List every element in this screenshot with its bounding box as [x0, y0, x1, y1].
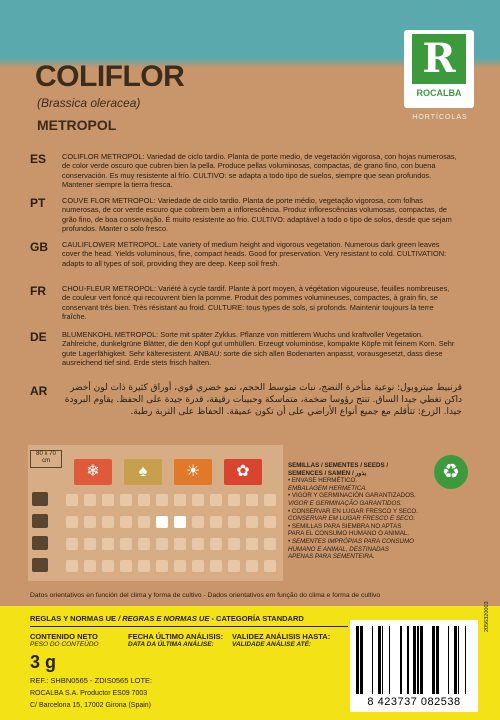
autumn-tile	[224, 459, 262, 485]
transplant-icon	[32, 514, 48, 528]
description-fr: CHOU-FLEUR METROPOL: Variété à cycle tardif. Plante à port moyen, à végétation vigoureuse, feuilles nombreuses, de couleur vert foncé qui recouvrent bien la pomme. Produit des pommes volumineuses, compactes, à grain fin, se conservant très bien. Très résistant au froid. CULTURE: tous types de sols, si profonds. Maintenir toujours la terre fraîche.	[62, 284, 450, 322]
month-cell	[228, 516, 240, 528]
month-cell	[138, 516, 150, 528]
latin-name: (Brassica oleracea)	[37, 96, 141, 110]
month-cell	[84, 494, 96, 506]
legend-line: SEMILLAS / SEMENTES / SEEDS /	[288, 462, 389, 469]
month-cell	[246, 494, 258, 506]
lang-code-pt: PT	[30, 196, 46, 210]
barcode-bar	[458, 626, 459, 694]
month-cell	[120, 538, 132, 550]
legend-line: • CONSERVAR EN LUGAR FRESCO Y SECO.	[288, 507, 418, 515]
month-cell	[84, 560, 96, 572]
legend-line: VIGOR E GERMINAÇÃO GARANTIDOS.	[288, 499, 403, 507]
lang-code-ar: AR	[30, 384, 48, 398]
sowing-icon	[32, 492, 48, 506]
legend-line: CONSERVAR EM LUGAR FRESCO E SECO.	[288, 515, 416, 523]
barcode-bar	[413, 626, 416, 694]
month-cell	[102, 538, 114, 550]
legend-line: HUMANO E ANIMAL, DESTINADAS	[288, 545, 389, 553]
producer: ROCALBA S.A. Productor ES09 7003	[30, 690, 148, 697]
month-cell	[228, 560, 240, 572]
month-cell	[174, 516, 186, 528]
month-cell	[156, 538, 168, 550]
barcode-bar	[400, 626, 402, 694]
barcode-bar	[417, 626, 419, 694]
barcode	[350, 620, 478, 712]
maple-leaf-icon: ✿	[236, 463, 250, 480]
product-title: COLIFLOR	[35, 60, 185, 93]
month-cell	[156, 560, 168, 572]
calendar-row-sowing	[66, 494, 282, 506]
lang-code-fr: FR	[30, 284, 46, 298]
rules: REGLAS Y NORMAS UE	[30, 614, 116, 623]
brand-name: ROCALBA	[416, 88, 462, 98]
lang-code-gb: GB	[30, 240, 48, 254]
brand-letter: R	[412, 34, 466, 84]
spacing-unit: cm	[42, 458, 50, 464]
month-cell	[84, 538, 96, 550]
spacing-value: 80 x 70	[36, 451, 56, 457]
description-ar: قرنبيط ميتروبول: نوعية متأخرة النضج، نبات متوسط الحجم، نمو خضري قوي، أوراق كثيرة ذات لون أخضر داكن تغطي جيدا الساق. تنتج رؤوسا ضخمة، متماسكة وحبيبات رقيقة، قدرة جيدة على الحفظ. يقاوم البرودة جيدا. الزرع: تتأقلم مع جميع أنواع الأراضي على أن تكون عميقة. الحفاظ على التربة رطبة.	[64, 383, 462, 417]
harvest-icon	[32, 558, 48, 572]
barcode-bar	[448, 626, 449, 694]
month-cell	[192, 560, 204, 572]
seed-legend	[288, 462, 418, 561]
calendar-row-watering	[66, 538, 282, 550]
barcode-bar	[432, 626, 435, 694]
month-cell	[138, 560, 150, 572]
month-cell	[66, 538, 78, 550]
month-cell	[228, 538, 240, 550]
legend-line: APENAS PARA SEMENTEIRA.	[288, 553, 375, 561]
month-cell	[174, 560, 186, 572]
month-cell	[66, 494, 78, 506]
analysis-label: FECHA ÚLTIMO ANÁLISIS:	[128, 632, 224, 641]
legend-line: PARA EL CONSUMO HUMANO O ANIMAL.	[288, 530, 410, 538]
legend-line: • SEMENTES IMPRÓPIAS PARA CONSUMO	[288, 537, 414, 545]
barcode-bar	[378, 626, 381, 694]
month-cell	[102, 560, 114, 572]
month-cell	[120, 516, 132, 528]
brand-sub: HORTÍCOLAS	[412, 114, 468, 121]
lang-code-de: DE	[30, 330, 47, 344]
month-cell	[228, 494, 240, 506]
barcode-bar	[382, 626, 383, 694]
barcode-bar	[436, 626, 439, 694]
month-cell	[192, 538, 204, 550]
leaf-icon: ♠	[138, 463, 148, 480]
month-cell	[264, 538, 276, 550]
winter-tile	[74, 459, 112, 485]
legend-line: SEMENCES / SAMEN / بذور	[288, 469, 367, 477]
month-cell	[210, 494, 222, 506]
legend-line: • VIGOR Y GERMINACIÓN GARANTIZADOS.	[288, 492, 416, 500]
barcode-bar	[420, 626, 423, 694]
variety-name: METROPOL	[37, 117, 117, 133]
month-cell	[102, 494, 114, 506]
snowflake-icon: ❄	[86, 463, 100, 480]
description-es: COLIFLOR METROPOL: Variedad de ciclo tardío. Planta de porte medio, de vegetación vigorosa, con hojas numerosas, de color verde oscuro que cubren bien la pella. Produce pellas voluminosas, compactas, de grano fino, con buena conservación. Es muy resistente al frío. CULTIVO: se adapta a todo tipo de suelos, siempre que sean profundos. Mantener siempre la tierra fresca.	[62, 152, 457, 190]
barcode-bar	[360, 626, 363, 694]
month-cell	[210, 516, 222, 528]
legend-line: • ENVASE HERMÉTICO.	[288, 477, 358, 485]
month-cell	[264, 494, 276, 506]
rules-pt: / REGRAS E NORMAS UE	[118, 614, 210, 623]
barcode-bar	[356, 626, 359, 694]
net-value: 3 g	[30, 652, 57, 672]
month-cell	[174, 538, 186, 550]
rules-line	[30, 614, 304, 623]
description-pt: COUVE FLOR METROPOL: Variedade de ciclo tardio. Planta de porte médio, vegetação vigorosa, com folhas numerosas, de cor verde escuro que cobrem bem a inflorescência. Produz inflorescências volumosas, compactas, de grão fino, de boa conservação. É muito resistente ao frio. CULTIVO: adaptável a todo o tipo de solos, desde que sejam profundos. Manter o solo fresco.	[62, 196, 452, 234]
net-label-pt: PESO DO CONTEÚDO	[30, 641, 99, 648]
address: C/ Barcelona 15, 17002 Girona (Spain)	[30, 702, 152, 709]
month-cell	[66, 560, 78, 572]
description-gb: CAULIFLOWER METROPOL: Late variety of medium height and vigorous vegetation. Numerous dark green leaves cover the head. Yields voluminous, fine, compact heads. Good for preservation. Very resistant to cold. CULTIVATION: adapts to all types of soil, providing they are deep. Keep soil fresh.	[62, 240, 447, 268]
calendar-row-transplant	[66, 516, 282, 528]
barcode-bar	[372, 626, 373, 694]
month-cell	[84, 516, 96, 528]
month-cell	[210, 538, 222, 550]
month-cell	[264, 516, 276, 528]
month-cell	[246, 538, 258, 550]
barcode-bar	[407, 626, 409, 694]
month-cell	[156, 516, 168, 528]
month-cell	[174, 494, 186, 506]
month-cell	[120, 560, 132, 572]
analysis-label-pt: DATA DA ÚLTIMA ANÁLISE:	[128, 641, 214, 648]
category: - CATEGORÍA STANDARD	[211, 614, 304, 623]
watering-icon	[32, 536, 48, 550]
net-label: CONTENIDO NETO	[30, 632, 98, 641]
spacing-box	[30, 450, 62, 468]
spring-tile	[124, 459, 162, 485]
month-cell	[102, 516, 114, 528]
recycle-icon: ♻	[434, 455, 468, 489]
validity-label-pt: VALIDADE ANÁLISE ATÉ:	[232, 641, 312, 648]
lang-code-es: ES	[30, 152, 47, 166]
description-de: BLUMENKOHL METROPOL: Sorte mit später Zyklus. Pflanze von mittlerem Wuchs und kraftvoller Vegetation. Zahlreiche, dunkelgrüne Blätter, die den Kopf gut umhüllen. Erzeugt voluminöse, kompakte Köpfe mit feinem Korn. Sehr gute Lagerfähigkeit. Sehr kälteresistent. ANBAU: sorte die sich allen Bodenarten anpasst, vorausgesetzt, dass diese ausreichend tief sind. Erde stets frisch halten.	[62, 330, 455, 368]
barcode-number: 8 423737 082538	[367, 696, 461, 708]
month-cell	[120, 494, 132, 506]
month-cell	[192, 494, 204, 506]
month-cell	[138, 538, 150, 550]
orientation-note: Datos orientativos en función del clima y forma de cultivo - Dados orientativos em função do clima e forma de cultivo	[30, 592, 381, 599]
barcode-bar	[454, 626, 457, 694]
month-cell	[66, 516, 78, 528]
legend-line: EMBALAGEM HERMÉTICA.	[288, 484, 368, 492]
validity-label: VALIDEZ ANÁLISIS HASTA:	[232, 632, 331, 641]
calendar-row-harvest	[66, 560, 282, 572]
sun-icon: ☀	[185, 463, 201, 480]
side-code: 2056320003	[484, 601, 490, 632]
month-cell	[156, 494, 168, 506]
barcode-bars	[356, 626, 472, 694]
month-cell	[192, 516, 204, 528]
month-cell	[210, 560, 222, 572]
summer-tile	[174, 459, 212, 485]
month-cell	[138, 494, 150, 506]
reference: REF.: SHBN0565 - ZDIS0565 LOTE:	[30, 676, 153, 685]
barcode-bar	[389, 626, 390, 694]
barcode-bar	[465, 626, 466, 694]
month-cell	[246, 560, 258, 572]
legend-line: • SEMILLAS PARA SIEMBRA NO APTAS	[288, 522, 402, 530]
month-cell	[246, 516, 258, 528]
brand-logo	[404, 30, 474, 108]
month-cell	[264, 560, 276, 572]
divider	[30, 626, 348, 627]
